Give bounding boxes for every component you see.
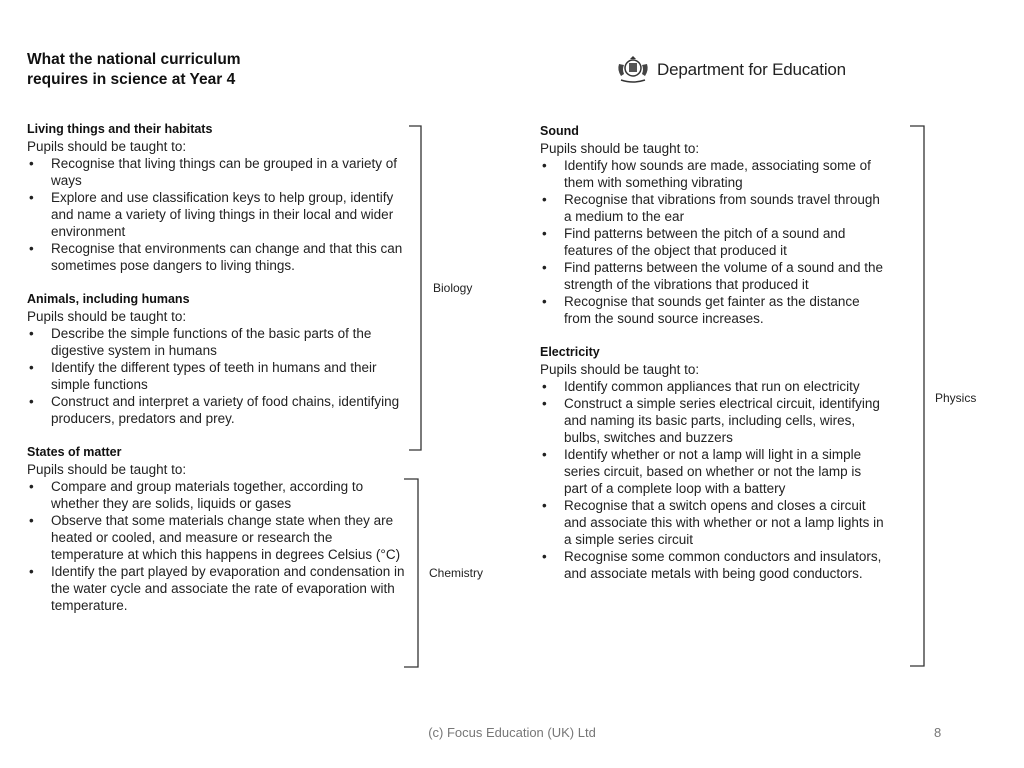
list-item: • Find patterns between the pitch of a sound and features of the object that produced it (540, 225, 885, 259)
physics-label: Physics (935, 391, 977, 405)
biology-label: Biology (433, 281, 473, 295)
list-item: • Identify the part played by evaporation and condensation in the water cycle and associate the rate of evaporation with temperature. (27, 563, 407, 614)
section-electricity (540, 344, 885, 582)
bullet-list (27, 478, 407, 614)
page-title (27, 50, 327, 90)
list-item: • Recognise that sounds get fainter as the distance from the sound source increases. (540, 293, 885, 327)
chemistry-label: Chemistry (429, 566, 484, 580)
bullet-list (27, 155, 407, 274)
chemistry-bracket (403, 478, 421, 668)
section-states-of-matter (27, 444, 407, 614)
section-heading: Electricity (540, 345, 600, 359)
department-logo (615, 54, 846, 86)
footer-copyright: (c) Focus Education (UK) Ltd (428, 725, 596, 740)
list-item: • Identify common appliances that run on electricity (540, 378, 885, 395)
section-intro: Pupils should be taught to: (27, 139, 187, 154)
list-item: • Recognise that a switch opens and closes a circuit and associate this with whether or not a lamp lights in a simple series circuit (540, 497, 885, 548)
left-column (27, 121, 407, 631)
list-item: • Construct and interpret a variety of food chains, identifying producers, predators and prey. (27, 393, 407, 427)
royal-crest-icon (615, 54, 651, 86)
list-item: • Construct a simple series electrical circuit, identifying and naming its basic parts, including cells, wires, bulbs, switches and buzzers (540, 395, 885, 446)
section-intro: Pupils should be taught to: (540, 141, 700, 156)
list-item: • Identify how sounds are made, associating some of them with something vibrating (540, 157, 885, 191)
biology-bracket (408, 125, 424, 451)
section-intro: Pupils should be taught to: (27, 462, 187, 477)
page-title-line-1: What the national curriculum (27, 51, 241, 68)
section-living-things (27, 121, 407, 274)
list-item: • Find patterns between the volume of a sound and the strength of the vibrations that produced it (540, 259, 885, 293)
list-item: • Recognise that living things can be grouped in a variety of ways (27, 155, 407, 189)
page-title-line-2: requires in science at Year 4 (27, 71, 236, 88)
section-heading: Living things and their habitats (27, 122, 213, 136)
page-number: 8 (934, 725, 942, 740)
list-item: • Explore and use classification keys to help group, identify and name a variety of living things in their local and wider environment (27, 189, 407, 240)
list-item: • Identify the different types of teeth in humans and their simple functions (27, 359, 407, 393)
department-logo-text: Department for Education (657, 60, 846, 79)
section-heading: Animals, including humans (27, 292, 190, 306)
list-item: • Recognise some common conductors and insulators, and associate metals with being good conductors. (540, 548, 885, 582)
section-intro: Pupils should be taught to: (540, 362, 700, 377)
section-intro: Pupils should be taught to: (27, 309, 187, 324)
bullet-list (540, 157, 885, 327)
section-sound (540, 123, 885, 327)
list-item: • Recognise that environments can change and that this can sometimes pose dangers to living things. (27, 240, 407, 274)
list-item: • Identify whether or not a lamp will light in a simple series circuit, based on whether or not the lamp is part of a complete loop with a battery (540, 446, 885, 497)
list-item: • Describe the simple functions of the basic parts of the digestive system in humans (27, 325, 407, 359)
bullet-list (540, 378, 885, 582)
list-item: • Compare and group materials together, according to whether they are solids, liquids or gases (27, 478, 407, 512)
right-column (540, 123, 885, 599)
list-item: • Observe that some materials change state when they are heated or cooled, and measure or research the temperature at which this happens in degrees Celsius (°C) (27, 512, 407, 563)
section-heading: States of matter (27, 445, 122, 459)
bullet-list (27, 325, 407, 427)
list-item: • Recognise that vibrations from sounds travel through a medium to the ear (540, 191, 885, 225)
section-animals (27, 291, 407, 427)
physics-bracket (909, 125, 927, 667)
section-heading: Sound (540, 124, 579, 138)
